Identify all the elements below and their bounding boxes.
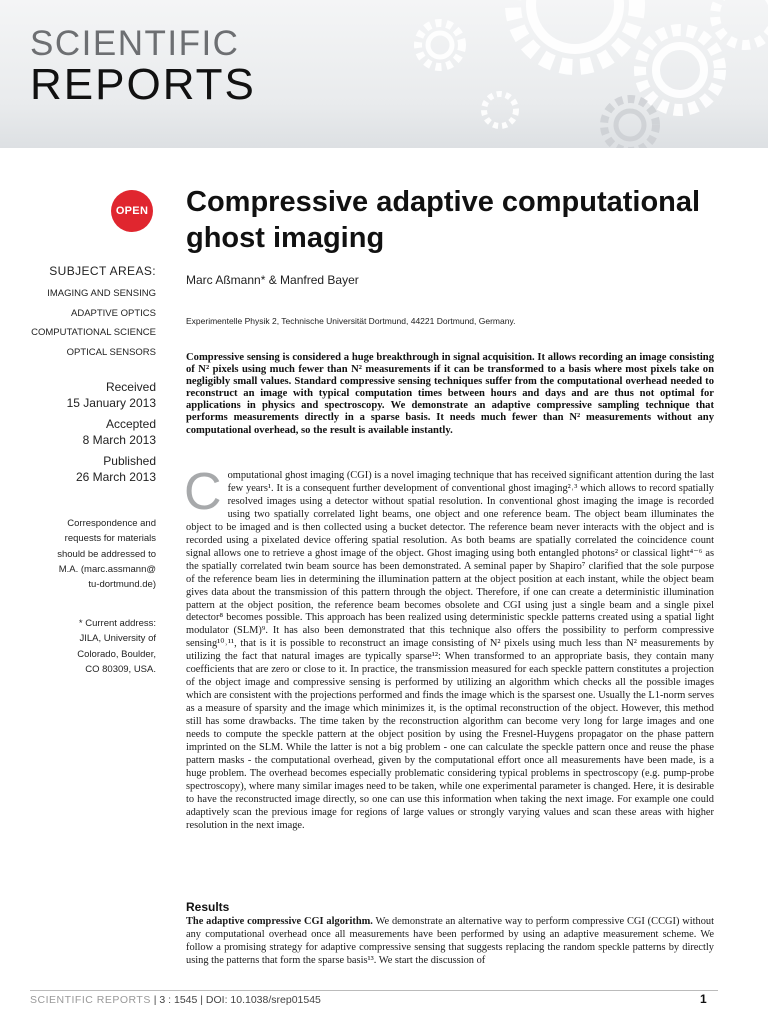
results-subheading: The adaptive compressive CGI algorithm. <box>186 916 373 927</box>
journal-logo-bottom: REPORTS <box>30 60 256 109</box>
accepted-label: Accepted <box>105 417 156 431</box>
subject-areas-title: SUBJECT AREAS: <box>49 264 156 278</box>
correspondence-email-link[interactable]: M.A. (marc.assmann@ <box>58 563 156 575</box>
author-affiliation: Experimentelle Physik 2, Technische Universität Dortmund, 44221 Dortmund, Germany. <box>186 316 516 326</box>
gears-decoration <box>380 0 768 148</box>
drop-cap: C <box>184 463 222 521</box>
article-authors[interactable]: Marc Aßmann* & Manfred Bayer <box>186 273 359 287</box>
correspondence-note <box>20 516 156 592</box>
subject-areas-list <box>20 284 156 362</box>
article-title: Compressive adaptive computational ghost imaging <box>186 186 701 254</box>
results-paragraph <box>186 916 714 968</box>
article-dates <box>20 380 156 485</box>
address-line: * Current address: <box>78 618 156 629</box>
page-number: 1 <box>700 992 707 1006</box>
introduction-paragraph <box>184 463 714 833</box>
results-text: We demonstrate an alternative way to perform compressive CGI (CCGI) without any computational overhead once all measurements have been performed by using an adaptive measurement scheme. We follow a promising strategy for adaptive compressive sensing that suggests replacing the random speckle patterns by directly using the patterns that form the sparse basis¹³. We start the discussion of <box>186 916 715 966</box>
introduction-text: omputational ghost imaging (CGI) is a novel imaging technique that has received significant attention during the last few years¹. It is a consequent further development of conventional ghost imaging²˒³ which allows to record spatially resolved images using a detector without spatial resolution. In conventional ghost imaging the image is recorded using two spatially correlated light beams, one object and one reference beam. The object beam illuminates the object to be imaged and is then collected using a bucket detector. The reference beam never interacts with the object and is recorded using a pixelated device offering spatial resolution. As both beams are spatially correlated the coincidence count signal allows one to retrieve a ghost image of the object. Ghost imaging using both entangled photons² or classical light⁴⁻⁶ as the spatially correlated twin beam source has been demonstrated. A seminal paper by Shapiro⁷ clarified that the sole purpose of the reference beam lies in determining the illumination pattern at the object position at each instant, while the object beam gives data about the transmission of this pattern through the object. Therefore, if one can create a deterministic illumination pattern at the object position, the reference beam becomes obsolete and CGI using just a single beam and a single pixel detector⁸ becomes possible. This approach has been realized using deterministic speckle patterns created using a spatial light modulator (SLM)⁹. It has also been demonstrated that this technique also offers the possibility to perform compressive sensing¹⁰˒¹¹, that is it is possible to reconstruct an image consisting of N² pixels using much less than N² measurements by utilizing the fact that natural images are typically sparse¹²: When transformed to an appropriate basis, they contain many coefficients that are zero or close to it. In practice, the transmission measured for each speckle pattern constitutes a projection of the object image and compressive sensing is performed by utilizing an algorithm which checks all the possible images which are consistent with the projections performed and finds the image which is the sparsest one. Usually the L1-norm serves as a measure of sparsity and the image which minimizes it, is the optimal reconstruction of the object. However, this method still has some drawbacks. The time taken by the reconstruction algorithm can become very long for large images and one needs to compute the speckle pattern at the object position by using the Fresnel-Huygens propagator on the phase pattern imprinted on the SLM. While the latter is not a big problem - one can calculate the speckle pattern once and reuse the phase pattern masks - the computational overhead, given by the computational effort once all measurements have been made, is a huge problem. The overhead becomes especially problematic considering typical problems in spectroscopy (e.g. pump-probe spectroscopy), where many similar images need to be taken, while one experimental parameter is changed. Here, it is desirable to have the reconstructed image directly, so one can use this information when taking the next image. For example one could adaptively scan the previous image for regions of large values or strongly varying values and scan these areas with higher resolution in the next image. <box>186 470 714 831</box>
published-date: 26 March 2013 <box>75 469 156 484</box>
correspondence-line: should be addressed to <box>57 548 156 560</box>
received-label: Received <box>105 380 156 394</box>
correspondence-email-link[interactable]: tu-dortmund.de) <box>88 579 156 591</box>
address-line: Colorado, Boulder, <box>77 648 156 660</box>
address-line: JILA, University of <box>79 633 156 645</box>
correspondence-line: requests for materials <box>64 533 156 545</box>
journal-logo-top: SCIENTIFIC <box>30 24 240 63</box>
results-heading: Results <box>186 900 230 914</box>
subject-area-link[interactable]: COMPUTATIONAL SCIENCE <box>31 327 156 338</box>
subject-area-link[interactable]: IMAGING AND SENSING <box>47 288 156 299</box>
journal-header <box>0 0 768 148</box>
subject-area-link[interactable]: ADAPTIVE OPTICS <box>71 307 156 319</box>
abstract: Compressive sensing is considered a huge breakthrough in signal acquisition. It allows recording an image consisting of N² pixels using much fewer than N² measurements if it can be transformed to a basis where most pixels take on negligibly small values. Standard compressive sensing techniques suffer from the computational overhead needed to reconstruct an image with typical computation times between hours and days and are thus not optimal for applications in physics and spectroscopy. We demonstrate an adaptive compressive sampling technique that performs measurements directly in a sparse basis. It needs much fewer than N² measurements without any computational overhead, so the result is available instantly. <box>186 352 714 436</box>
subject-area-link[interactable]: OPTICAL SENSORS <box>66 346 156 358</box>
correspondence-line: Correspondence and <box>67 518 156 529</box>
footer-journal-name: SCIENTIFIC REPORTS <box>30 994 151 1006</box>
received-date: 15 January 2013 <box>66 395 156 410</box>
footer-divider <box>30 990 718 991</box>
address-line: CO 80309, USA. <box>85 663 156 675</box>
open-access-badge: OPEN <box>111 190 153 232</box>
footer-citation[interactable]: | 3 : 1545 | DOI: 10.1038/srep01545 <box>150 994 321 1006</box>
accepted-date: 8 March 2013 <box>82 432 156 447</box>
current-address-note <box>20 616 156 677</box>
page-footer <box>30 994 321 1006</box>
published-label: Published <box>103 454 156 468</box>
